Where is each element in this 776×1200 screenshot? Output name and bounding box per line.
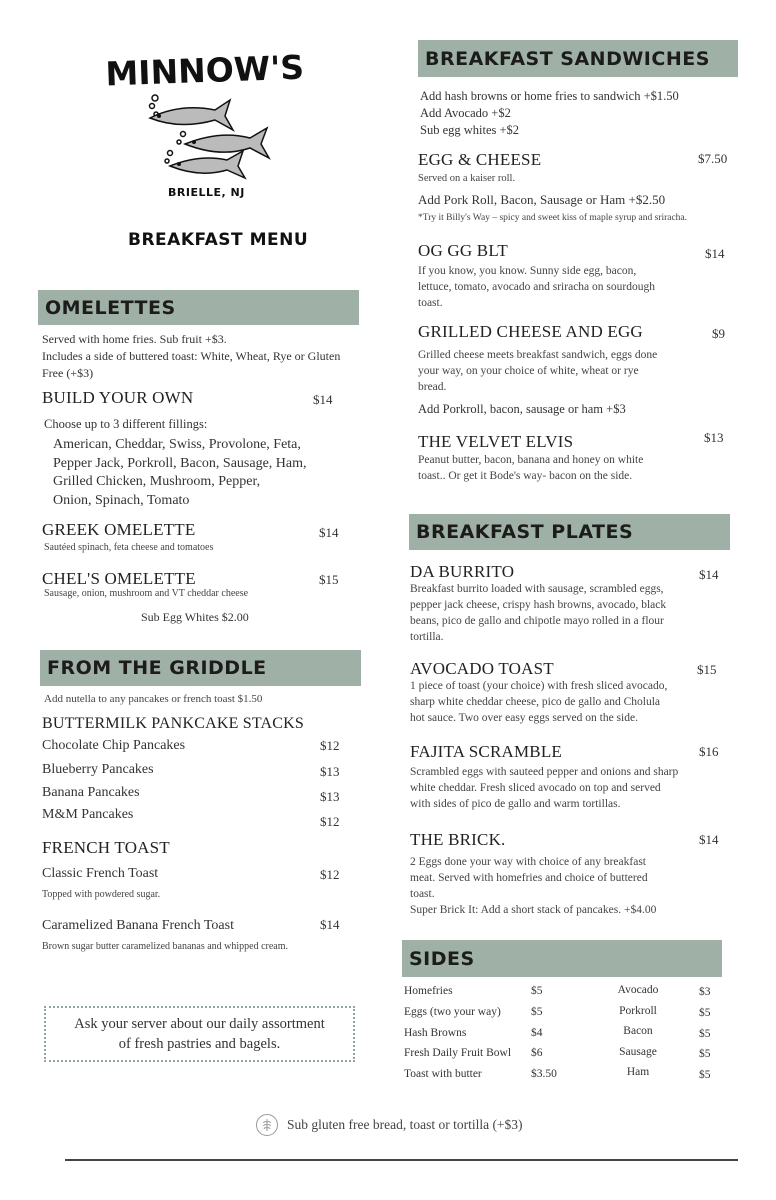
pastries-note-box: Ask your server about our daily assortment of fresh pastries and bagels. bbox=[44, 1006, 355, 1062]
fish-logo-icon bbox=[104, 47, 305, 203]
svg-text:MINNOW'S: MINNOW'S bbox=[104, 47, 305, 94]
list-item: Chocolate Chip Pancakes bbox=[42, 738, 186, 753]
gluten-free-note: Sub gluten free bread, toast or tortilla (+$3) bbox=[287, 1117, 523, 1132]
plates-header: BREAKFAST PLATES bbox=[409, 514, 730, 550]
side-price: $4 bbox=[531, 1027, 543, 1039]
griddle-note: Add nutella to any pancakes or french toast $1.50 bbox=[44, 693, 263, 705]
side-price: $5 bbox=[699, 1028, 711, 1040]
byo-fillings: American, Cheddar, Swiss, Provolone, Feta, Pepper Jack, Porkroll, Bacon, Sausage, Ham, Grilled Chicken, Mushroom, Pepper, Onion, Spinach, Tomato bbox=[53, 437, 307, 508]
sandwich-addons: Add hash browns or home fries to sandwich +$1.50 Add Avocado +$2 Sub egg whites +$2 bbox=[420, 89, 679, 137]
logo bbox=[104, 47, 305, 203]
sides-left-list bbox=[404, 985, 569, 1090]
caramel-ft-desc: Brown sugar butter caramelized bananas and whipped cream. bbox=[42, 941, 289, 952]
elvis-desc: Peanut butter, bacon, banana and honey on white toast.. Or get it Bode's way- bacon on the side. bbox=[418, 454, 644, 482]
fajita-title: FAJITA SCRAMBLE bbox=[410, 742, 562, 761]
chel-price: $15 bbox=[319, 572, 339, 587]
list-item: Toast with butter bbox=[404, 1068, 482, 1080]
classic-ft-price: $12 bbox=[320, 867, 340, 882]
brick-title: THE BRICK. bbox=[410, 830, 506, 849]
egg-cheese-add: Add Pork Roll, Bacon, Sausage or Ham +$2.50 bbox=[418, 192, 666, 207]
brick-price: $14 bbox=[699, 832, 719, 847]
greek-price: $14 bbox=[319, 525, 339, 540]
chel-desc: Sausage, onion, mushroom and VT cheddar cheese bbox=[44, 588, 249, 599]
egg-cheese-price: $7.50 bbox=[698, 151, 728, 166]
sandwiches-header: BREAKFAST SANDWICHES bbox=[418, 40, 738, 77]
grilled-add: Add Porkroll, bacon, sausage or ham +$3 bbox=[418, 402, 626, 416]
grilled-title: GRILLED CHEESE AND EGG bbox=[418, 322, 643, 341]
list-item: Porkroll bbox=[619, 1005, 657, 1017]
griddle-header: FROM THE GRIDDLE bbox=[40, 650, 361, 686]
egg-cheese-title: EGG & CHEESE bbox=[418, 150, 542, 169]
side-price: $5 bbox=[531, 1006, 543, 1018]
list-item: Blueberry Pancakes bbox=[42, 762, 154, 777]
blt-title: OG GG BLT bbox=[418, 241, 508, 260]
footer-divider bbox=[65, 1159, 738, 1161]
chel-title: CHEL'S OMELETTE bbox=[42, 569, 196, 588]
classic-ft-desc: Topped with powdered sugar. bbox=[42, 889, 161, 900]
burrito-price: $14 bbox=[699, 567, 719, 582]
blt-desc: If you know, you know. Sunny side egg, bacon, lettuce, tomato, avocado and sriracha on sourdough toast. bbox=[418, 265, 655, 309]
list-item: Hash Browns bbox=[404, 1027, 467, 1039]
list-item: Homefries bbox=[404, 985, 453, 997]
side-price: $5 bbox=[699, 1069, 711, 1081]
gluten-free-icon bbox=[255, 1113, 279, 1137]
grilled-desc: Grilled cheese meets breakfast sandwich, eggs done your way, on your choice of white, wheat or rye bread. bbox=[418, 349, 658, 393]
omelettes-header: OMELETTES bbox=[38, 290, 359, 325]
caramel-ft-price: $14 bbox=[320, 917, 340, 932]
stacks-title: BUTTERMILK PANKCAKE STACKS bbox=[42, 715, 305, 732]
avocado-toast-title: AVOCADO TOAST bbox=[410, 659, 554, 678]
omelettes-intro: Served with home fries. Sub fruit +$3. Includes a side of buttered toast: White, Wheat, Rye or Gluten Free (+$3) bbox=[42, 332, 341, 380]
burrito-desc: Breakfast burrito loaded with sausage, scrambled eggs, pepper jack cheese, crispy hash browns, avocado, black beans, pico de gallo and chipotle mayo rolled in a flour tortilla. bbox=[410, 583, 667, 643]
side-price: $3 bbox=[699, 986, 711, 998]
blt-price: $14 bbox=[705, 246, 725, 261]
fajita-price: $16 bbox=[699, 744, 719, 759]
classic-ft-title: Classic French Toast bbox=[42, 866, 159, 881]
greek-title: GREEK OMELETTE bbox=[42, 520, 196, 539]
ft-title: FRENCH TOAST bbox=[42, 838, 170, 857]
side-price: $5 bbox=[699, 1007, 711, 1019]
elvis-price: $13 bbox=[704, 430, 724, 445]
side-price: $3.50 bbox=[531, 1068, 557, 1080]
pancake-price: $13 bbox=[320, 764, 340, 779]
byo-price: $14 bbox=[313, 392, 333, 407]
avocado-toast-desc: 1 piece of toast (your choice) with fresh sliced avocado, sharp white cheddar cheese, pico de gallo and Cholula hot sauce. Two over easy eggs served on the side. bbox=[410, 680, 668, 724]
pancake-price: $12 bbox=[320, 814, 340, 829]
side-price: $5 bbox=[699, 1048, 711, 1060]
pancake-price: $13 bbox=[320, 789, 340, 804]
sides-right-list bbox=[600, 984, 720, 1089]
byo-choose: Choose up to 3 different fillings: bbox=[44, 417, 208, 431]
fajita-desc: Scrambled eggs with sauteed pepper and onions and sharp white cheddar. Fresh sliced avocado on top and served with sides of pico de gallo and warm tortillas. bbox=[410, 766, 679, 810]
brick-desc: 2 Eggs done your way with choice of any breakfast meat. Served with homefries and choice of buttered toast. Super Brick It: Add a short stack of pancakes. +$4.00 bbox=[410, 856, 657, 916]
sides-header: SIDES bbox=[402, 940, 722, 977]
list-item: Avocado bbox=[617, 984, 659, 996]
greek-desc: Sautéed spinach, feta cheese and tomatoes bbox=[44, 542, 214, 553]
list-item: Fresh Daily Fruit Bowl bbox=[404, 1047, 512, 1059]
burrito-title: DA BURRITO bbox=[410, 562, 515, 581]
grilled-price: $9 bbox=[712, 326, 725, 341]
caramel-ft-title: Caramelized Banana French Toast bbox=[42, 918, 234, 933]
egg-cheese-desc: Served on a kaiser roll. bbox=[418, 173, 516, 184]
avocado-toast-price: $15 bbox=[697, 662, 717, 677]
list-item: Banana Pancakes bbox=[42, 785, 140, 800]
list-item: M&M Pancakes bbox=[42, 807, 134, 822]
byo-title: BUILD YOUR OWN bbox=[42, 388, 194, 407]
list-item: Bacon bbox=[623, 1025, 653, 1037]
pancake-price: $12 bbox=[320, 738, 340, 753]
elvis-title: THE VELVET ELVIS bbox=[418, 432, 574, 451]
side-price: $6 bbox=[531, 1047, 543, 1059]
brand-location: BRIELLE, NJ bbox=[168, 186, 245, 199]
side-price: $5 bbox=[531, 985, 543, 997]
list-item: Eggs (two your way) bbox=[404, 1006, 501, 1018]
list-item: Sausage bbox=[619, 1046, 657, 1058]
sub-egg-whites: Sub Egg Whites $2.00 bbox=[141, 610, 249, 624]
menu-title: BREAKFAST MENU bbox=[128, 230, 309, 250]
list-item: Ham bbox=[626, 1066, 650, 1078]
egg-cheese-note: *Try it Billy's Way – spicy and sweet kiss of maple syrup and sriracha. bbox=[418, 213, 688, 223]
